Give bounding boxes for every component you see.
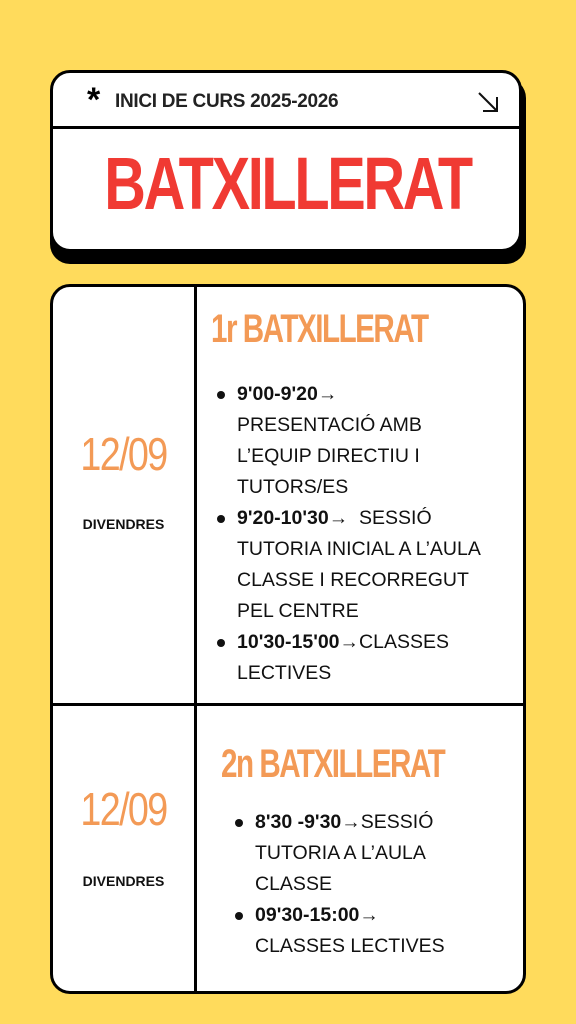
section-title: 2n BATXILLERAT — [221, 742, 445, 786]
schedule-table — [50, 284, 526, 994]
schedule-list — [233, 807, 523, 962]
day-label: DIVENDRES — [82, 873, 165, 889]
schedule-list — [215, 379, 525, 689]
asterisk-icon: * — [87, 81, 101, 119]
row-divider — [53, 703, 523, 706]
date-label: 12/09 — [80, 428, 167, 480]
column-divider — [194, 287, 197, 991]
list-item: 9'20-10'30→ SESSIÓ TUTORIA INICIAL A L’AULA CLASSE I RECORREGUT PEL CENTRE — [215, 503, 525, 627]
header-card — [50, 70, 522, 252]
list-item: 10'30-15'00→CLASSES LECTIVES — [215, 627, 525, 689]
list-item: 9'00-9'20→ PRESENTACIÓ AMB L’EQUIP DIRECTIU I TUTORS/ES — [215, 379, 525, 503]
header-bar — [53, 73, 519, 129]
arrow-down-right-icon — [477, 91, 499, 113]
list-item: 09'30-15:00→ CLASSES LECTIVES — [233, 900, 523, 962]
day-label: DIVENDRES — [82, 516, 165, 532]
list-item: 8'30 -9'30→SESSIÓ TUTORIA A L’AULA CLASSE — [233, 807, 523, 900]
header-subtitle: INICI DE CURS 2025-2026 — [115, 91, 339, 112]
section-title: 1r BATXILLERAT — [211, 307, 428, 351]
date-label: 12/09 — [80, 783, 167, 835]
page-title: BATXILLERAT — [104, 142, 471, 225]
